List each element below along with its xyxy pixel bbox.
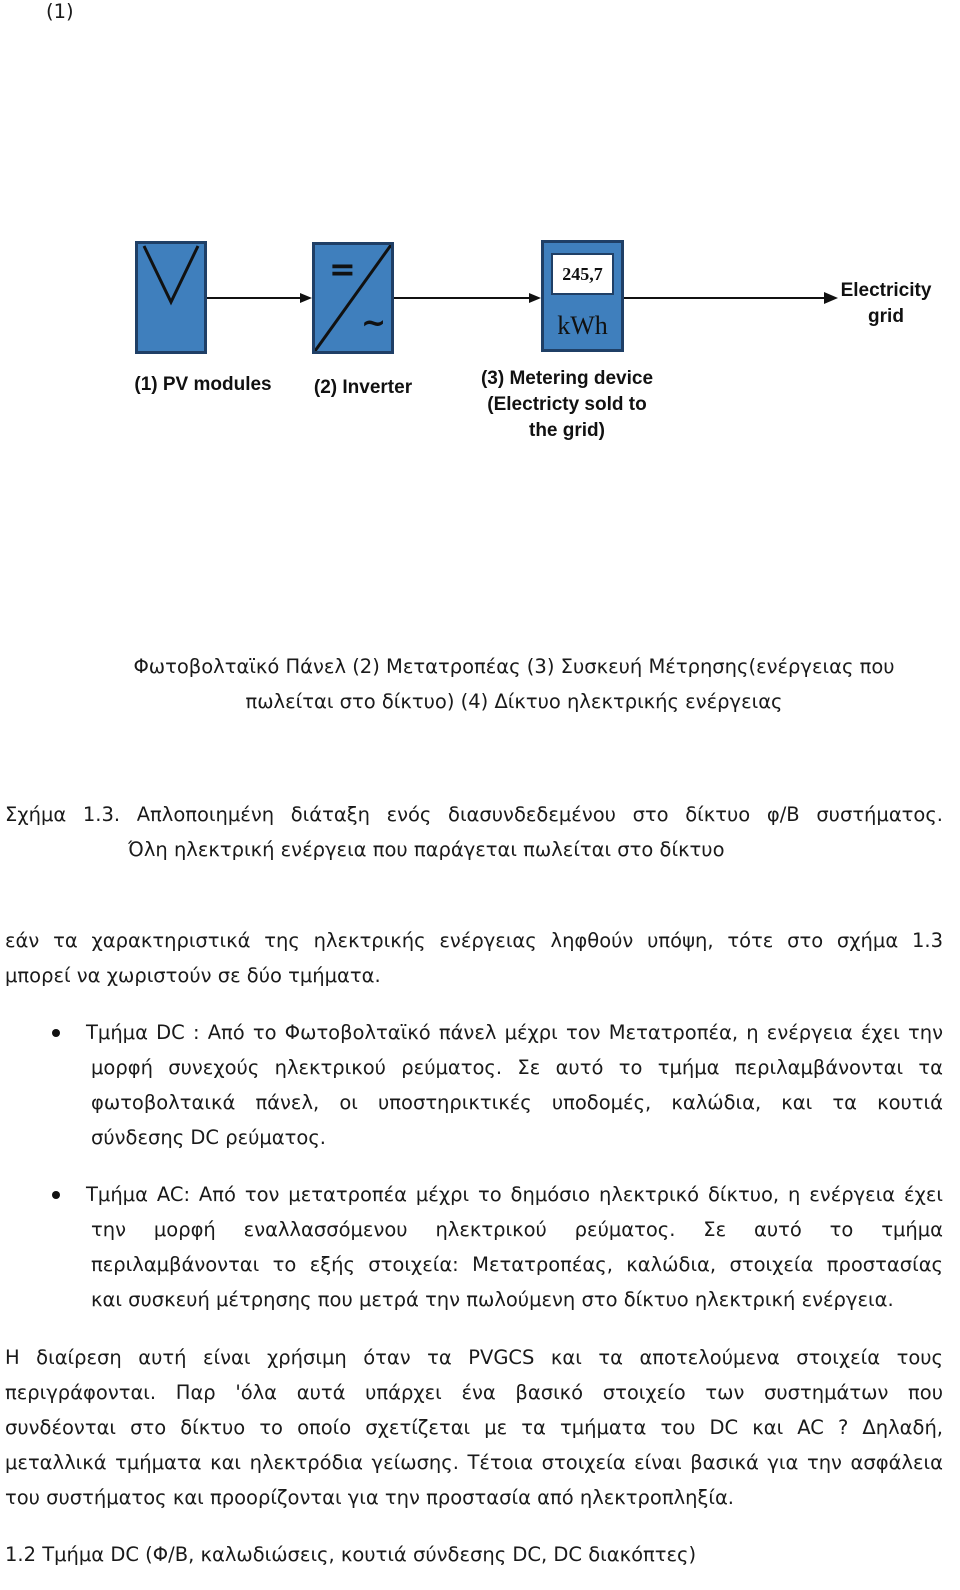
section-heading: 1.2 Τμήμα DC (Φ/Β, καλωδιώσεις, κουτιά σύνδεσης DC, DC διακόπτες) bbox=[5, 1543, 697, 1566]
arrow-head-icon bbox=[529, 293, 541, 303]
closing-paragraph: Η διαίρεση αυτή είναι χρήσιμη όταν τα PVGCS και τα αποτελούμενα στοιχεία τους περιγράφονται. Παρ 'όλα αυτά υπάρχει ένα βασικό στοιχείο των συστημάτων που συνδέονται στο δίκτυο το οποίο σχετίζεται με τα τμήματα του DC και AC ? Δηλαδή, μεταλλικά τμήματα και ηλεκτρόδια γείωσης. Τέτοια στοιχεία είναι βασικά για την ασφάλεια του συστήματος και προορίζονται για την προστασία από ηλεκτροπληξία. bbox=[5, 1346, 943, 1509]
top-number: (1) bbox=[46, 0, 74, 23]
figure-caption: Σχήμα 1.3. Απλοποιημένη διάταξη ενός διασυνδεδεμένου στο δίκτυο φ/Β συστήματος. Όλη ηλεκτρική ενέργεια που παράγεται πωλείται στο δίκτυο bbox=[5, 803, 943, 861]
figure bbox=[0, 230, 960, 460]
intro-paragraph: εάν τα χαρακτηριστικά της ηλεκτρικής ενέργειας ληφθούν υπόψη, τότε στο σχήμα 1.3 μπορεί να χωριστούν σε δύο τμήματα. bbox=[5, 929, 943, 987]
pv-label: (1) PV modules bbox=[134, 374, 272, 395]
bullet-item-dc: Τμήμα DC : Από το Φωτοβολταϊκό πάνελ μέχρι τον Μετατροπέα, η ενέργεια έχει την μορφή συνεχούς ηλεκτρικού ρεύματος. Σε αυτό το τμήμα περιλαμβάνονται τα φωτοβολταικά πάνελ, οι υποστηρικτικές υποδομές, καλώδια, και τα κουτιά σύνδεσης DC ρεύματος. bbox=[86, 1021, 943, 1149]
meter-unit: kWh bbox=[557, 311, 608, 340]
arrow-head-icon bbox=[300, 293, 312, 303]
meter-label: (3) Metering device (Electricty sold to the grid) bbox=[480, 368, 654, 441]
meter-display: 245,7 bbox=[551, 253, 614, 295]
ac-symbol: ~ bbox=[361, 306, 387, 341]
greek-caption: Φωτοβολταϊκό Πάνελ (2) Μετατροπέας (3) Συσκευή Μέτρησης(ενέργειας που πωλείται στο δίκτυο) (4) Δίκτυο ηλεκτρικής ενέργειας bbox=[133, 655, 895, 713]
bullet-icon bbox=[52, 1029, 60, 1037]
inverter-label: (2) Inverter bbox=[313, 377, 413, 398]
grid-label: Electricity grid bbox=[840, 280, 932, 327]
bullet-icon bbox=[52, 1191, 60, 1199]
dc-symbol: = bbox=[329, 250, 356, 288]
bullet-item-ac: Τμήμα AC: Από τον μετατροπέα μέχρι το δημόσιο ηλεκτρικό δίκτυο, η ενέργεια έχει την μορφή εναλλασσόμενου ηλεκτρικού ρεύματος. Σε αυτό το τμήμα περιλαμβάνονται το εξής στοιχεία: Μετατροπέας, καλώδια, στοιχεία προστασίας και συσκευή μέτρησης που μετρά την πωλούμενη στο δίκτυο ηλεκτρική ενέργεια. bbox=[86, 1183, 943, 1311]
connection-arrows bbox=[0, 230, 960, 360]
